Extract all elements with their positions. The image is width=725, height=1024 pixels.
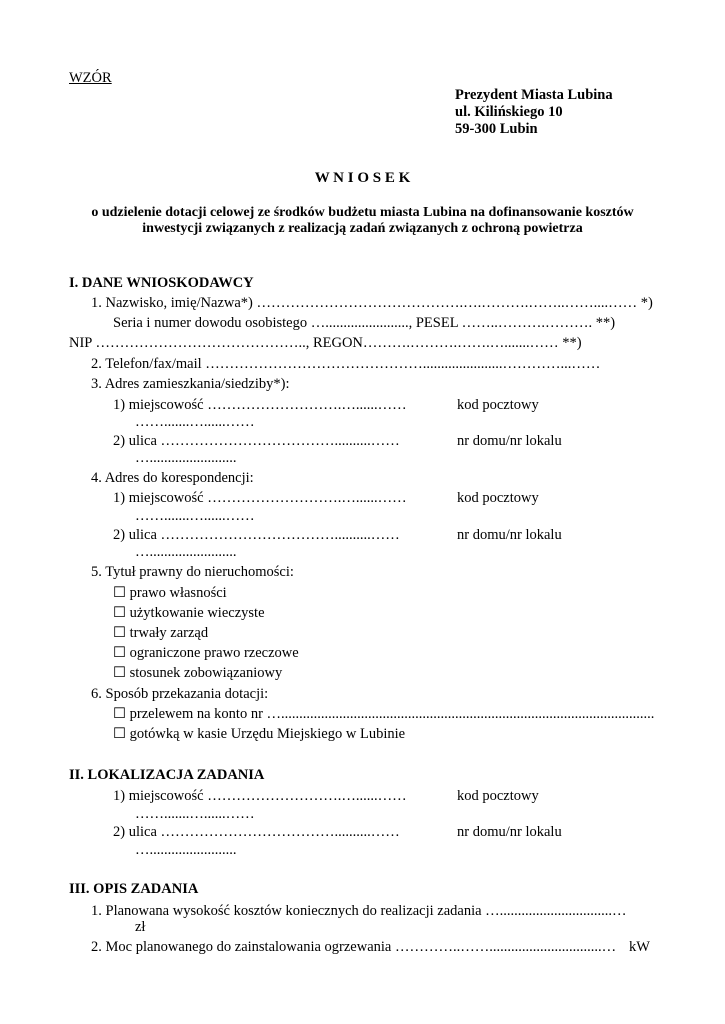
location-house-label: nr domu/nr lokalu [457,824,562,840]
address-street-continuation[interactable]: …........................ [135,450,237,466]
legal-title-option-obligation[interactable] [113,665,282,682]
subtitle-line-1: o udzielenie dotacji celowej ze środków budżetu miasta Lubina na dofinansowanie kosztów [91,205,634,220]
phone-field[interactable]: 2. Telefon/fax/mail ………………………………………......................…………...…… [91,356,601,372]
option-label: gotówką w kasie Urzędu Miejskiego w Lubinie [129,726,406,742]
address-city-continuation[interactable]: …….......…......…… [135,414,255,430]
checkbox-icon[interactable]: ☐ [113,706,126,722]
address-street-field[interactable]: 2) ulica ………………………………..........…… [113,433,400,449]
id-pesel-field[interactable]: Seria i numer dowodu osobistego …......................., PESEL ……..……….………. **) [113,315,616,331]
heating-power-field[interactable]: 2. Moc planowanego do zainstalowania ogrzewania …………..……...............................… [91,939,617,955]
subtitle-line-2: inwestycji związanych z realizacją zadań związanych z ochroną powietrza [142,221,583,236]
option-label: ograniczone prawo rzeczowe [129,645,299,661]
legal-title-heading: 5. Tytuł prawny do nieruchomości: [91,564,294,580]
correspondence-heading: 4. Adres do korespondencji: [91,470,254,486]
correspondence-city-continuation[interactable]: …….......…......…… [135,508,255,524]
section-2-heading: II. LOKALIZACJA ZADANIA [69,767,265,783]
option-label: przelewem na konto nr …....................................................................................................... [129,706,655,722]
option-label: prawo własności [129,585,227,601]
section-1-heading: I. DANE WNIOSKODAWCY [69,275,254,291]
location-street-continuation[interactable]: …........................ [135,842,237,858]
checkbox-icon[interactable]: ☐ [113,585,126,601]
option-label: stosunek zobowiązaniowy [129,665,283,681]
address-heading: 3. Adres zamieszkania/siedziby*): [91,376,290,392]
address-house-label: nr domu/nr lokalu [457,433,562,449]
recipient-line-2: ul. Kilińskiego 10 [455,104,563,120]
checkbox-icon[interactable]: ☐ [113,605,126,621]
location-city-continuation[interactable]: …….......…......…… [135,806,255,822]
location-postal-label: kod pocztowy [457,788,539,804]
document-title: W N I O S E K [314,170,411,186]
checkbox-icon[interactable]: ☐ [113,625,126,641]
nip-regon-field[interactable]: NIP …………………………………….., REGON……….……….…….….......…… **) [69,335,582,351]
legal-title-option-perpetual-usufruct[interactable] [113,605,265,622]
correspondence-street-continuation[interactable]: …........................ [135,544,237,560]
heating-power-unit: kW [629,939,650,955]
option-label: użytkowanie wieczyste [129,605,265,621]
correspondence-house-label: nr domu/nr lokalu [457,527,562,543]
legal-title-option-permanent-management[interactable] [113,625,208,642]
checkbox-icon[interactable]: ☐ [113,665,126,681]
location-street-field[interactable]: 2) ulica ………………………………..........…… [113,824,400,840]
name-field[interactable]: 1. Nazwisko, imię/Nazwa*) …………………………………….….……….……..……....…… *) [91,295,653,311]
address-postal-label: kod pocztowy [457,397,539,413]
checkbox-icon[interactable]: ☐ [113,645,126,661]
payment-heading: 6. Sposób przekazania dotacji: [91,686,269,702]
recipient-line-3: 59-300 Lubin [455,121,538,137]
template-label: WZÓR [69,70,112,86]
correspondence-street-field[interactable]: 2) ulica ………………………………..........…… [113,527,400,543]
planned-cost-field[interactable]: 1. Planowana wysokość kosztów koniecznych do realizacji zadania …...............................… [91,903,627,919]
address-city-field[interactable]: 1) miejscowość ……………………….…......…… [113,397,407,413]
payment-option-cash[interactable] [113,726,405,743]
option-label: trwały zarząd [129,625,209,641]
correspondence-postal-label: kod pocztowy [457,490,539,506]
section-3-heading: III. OPIS ZADANIA [69,881,199,897]
legal-title-option-limited-property-right[interactable] [113,645,299,662]
legal-title-option-ownership[interactable] [113,585,227,602]
payment-option-transfer[interactable] [113,706,654,723]
correspondence-city-field[interactable]: 1) miejscowość ……………………….…......…… [113,490,407,506]
planned-cost-unit: zł [135,919,146,935]
recipient-line-1: Prezydent Miasta Lubina [455,87,613,103]
location-city-field[interactable]: 1) miejscowość ……………………….…......…… [113,788,407,804]
checkbox-icon[interactable]: ☐ [113,726,126,742]
